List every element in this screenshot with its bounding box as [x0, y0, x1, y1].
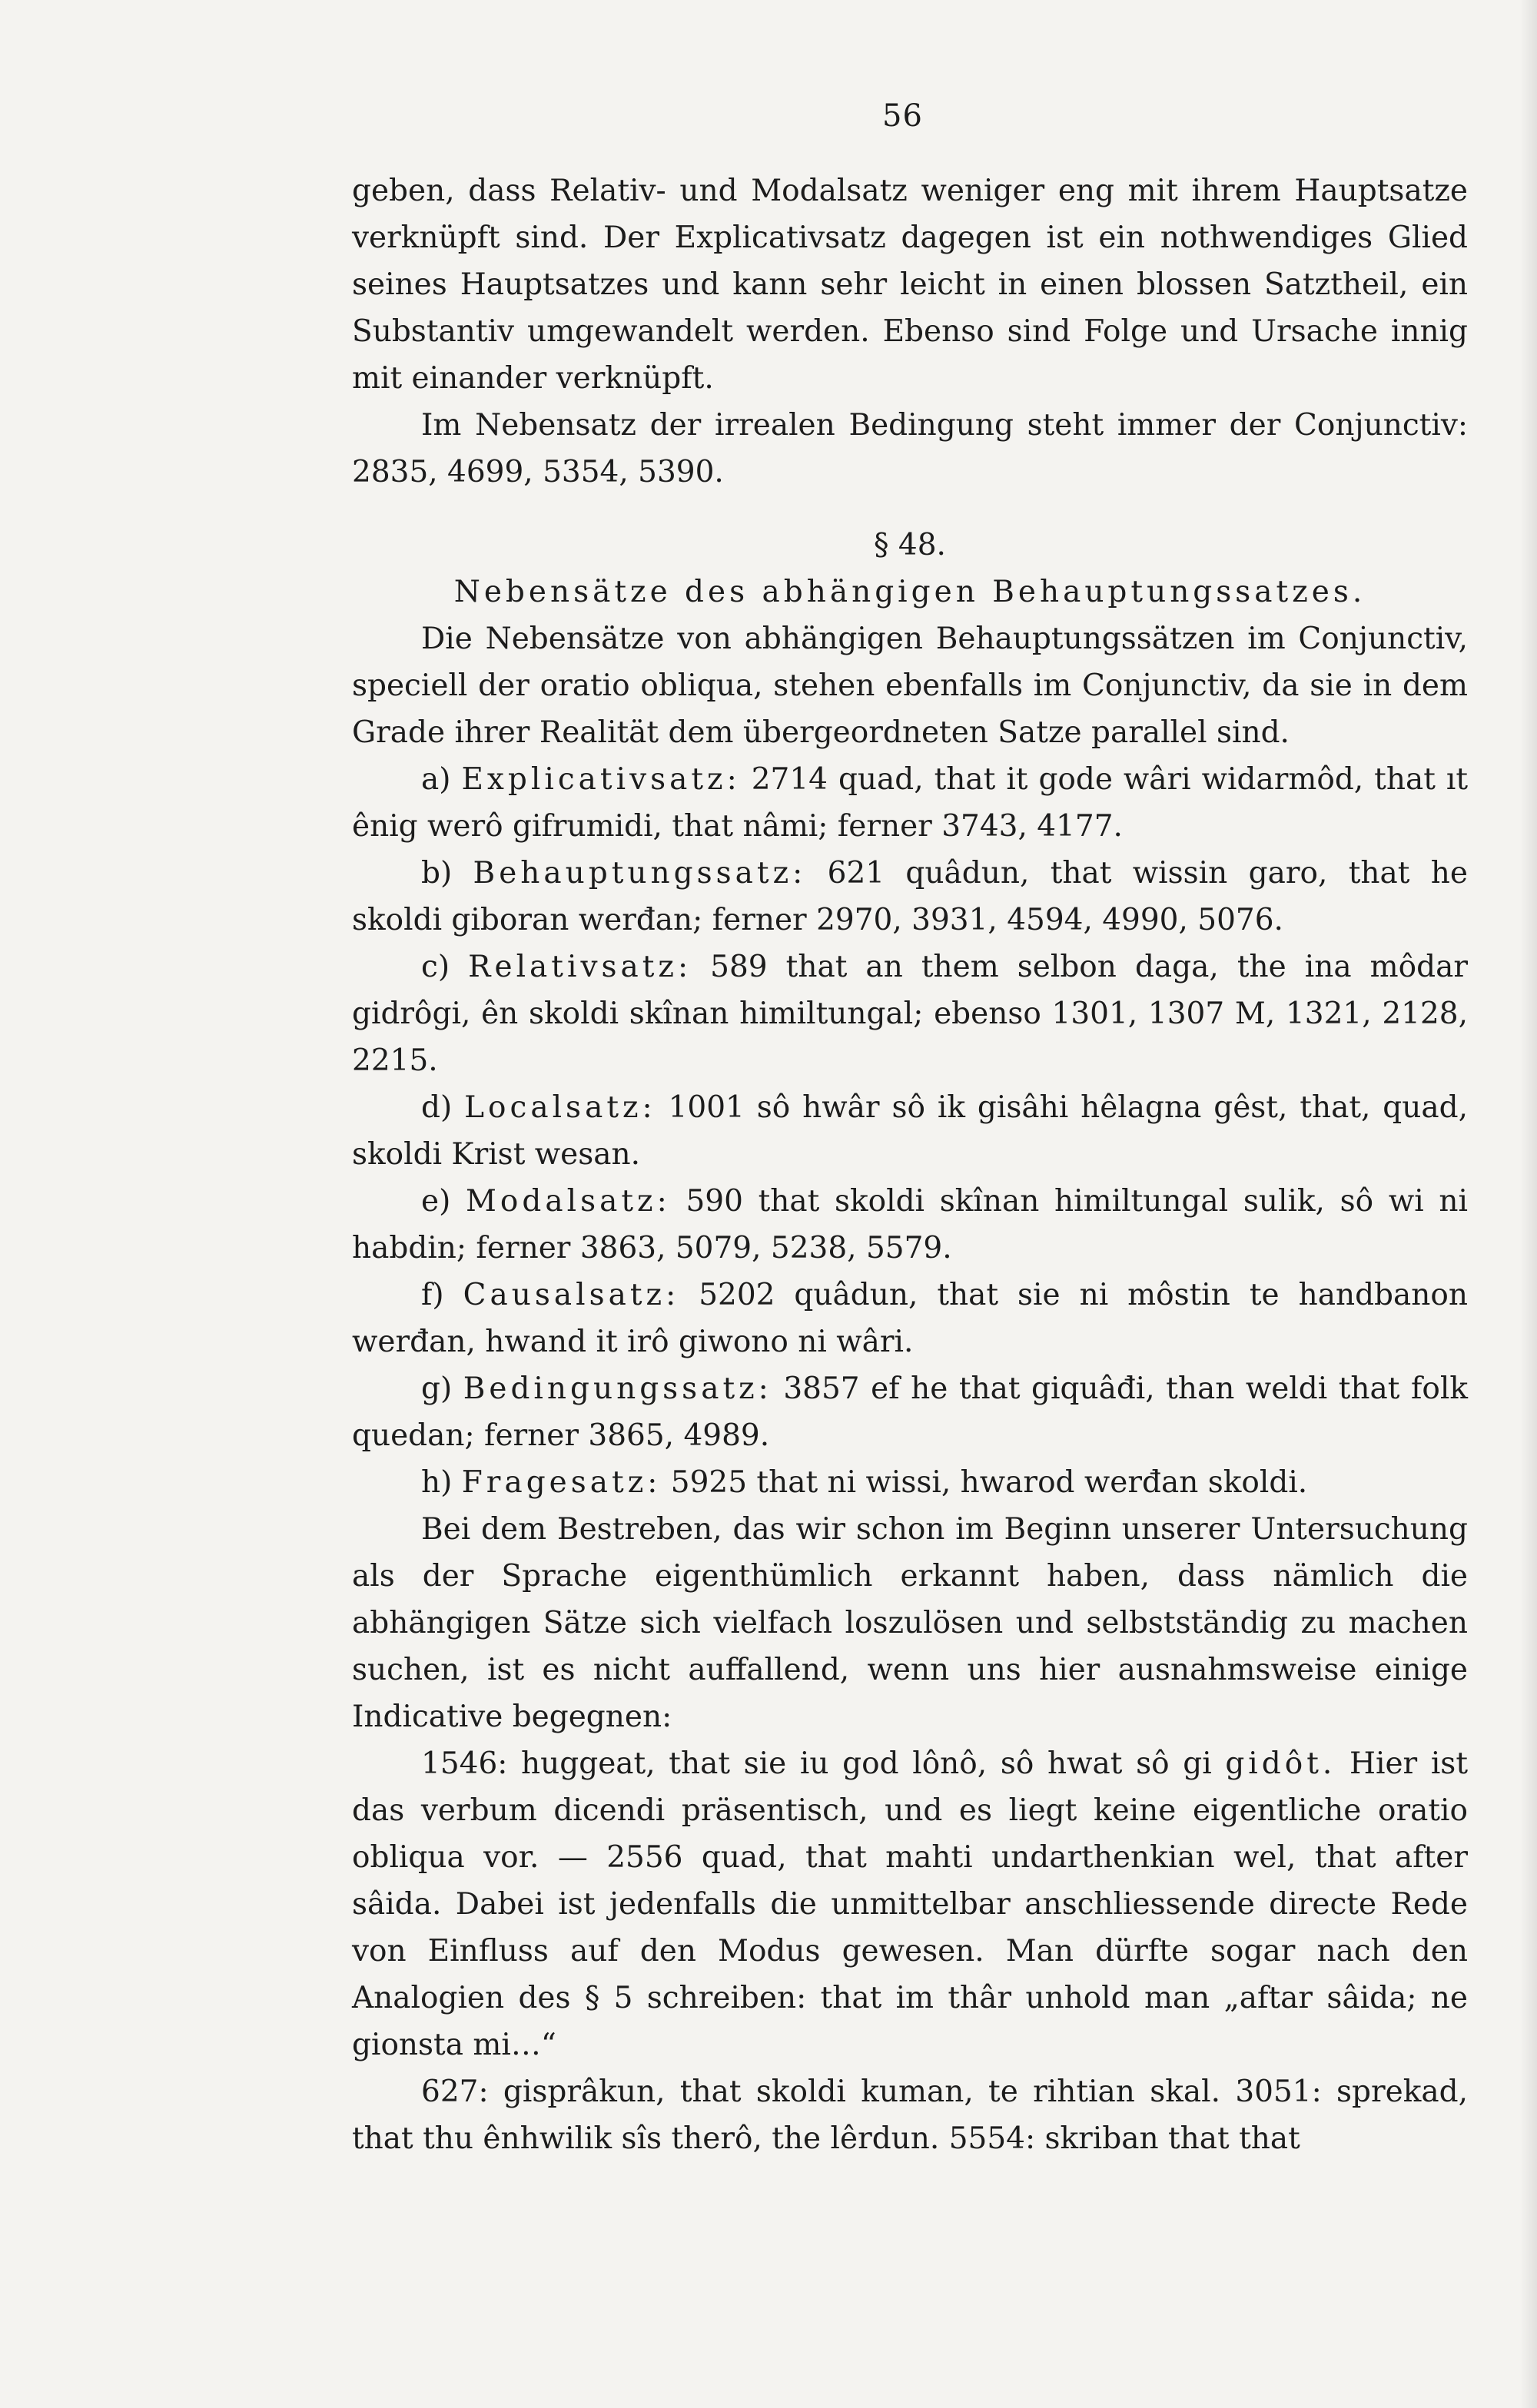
item-label: Explicativsatz: — [461, 762, 741, 797]
item-label: Causalsatz: — [463, 1278, 680, 1312]
item-label: Bedingungssatz: — [463, 1371, 772, 1406]
list-item-h — [352, 1459, 1468, 1506]
list-item-c — [352, 944, 1468, 1084]
list-item-f — [352, 1272, 1468, 1365]
paragraph-1: geben, dass Relativ- und Modalsatz weniger eng mit ihrem Hauptsatze verknüpft sind. Der Explicativsatz dagegen ist ein nothwendiges Glied seines Hauptsatzes und kann sehr leicht in einen blossen Satztheil, ein Substantiv umgewandelt werden. Ebenso sind Folge und Ursache innig mit einander verknüpft. — [352, 174, 1468, 396]
item-letter: f) — [421, 1278, 444, 1312]
text-column — [352, 167, 1468, 2162]
paragraph-3: Die Nebensätze von abhängigen Behauptungssätzen im Conjunctiv, speciell der oratio obliqua, stehen ebenfalls im Conjunctiv, da sie in dem Grade ihrer Realität dem übergeordneten Satze parallel sind. — [352, 622, 1468, 750]
paragraph-5-start: 1546: huggeat, that sie iu god lônô, sô hwat sô gi — [421, 1746, 1212, 1781]
paragraph-6: 627: gisprâkun, that skoldi kuman, te rihtian skal. 3051: sprekad, that thu ênhwilik sîs therô, the lêrdun. 5554: skriban that that — [352, 2075, 1468, 2156]
list-item-d — [352, 1084, 1468, 1178]
paragraph-4: Bei dem Bestreben, das wir schon im Beginn unserer Untersuchung als der Sprache eigenthümlich erkannt haben, dass nämlich die abhängigen Sätze sich vielfach loszulösen und selbstständig zu machen suchen, ist es nicht auffallend, wenn uns hier ausnahmsweise einige Indicative begegnen: — [352, 1512, 1468, 1734]
item-label: Behauptungssatz: — [473, 856, 807, 891]
item-letter: e) — [421, 1184, 451, 1219]
item-text: 589 that an them selbon daga, the ina môdar gidrôgi, ên skoldi skînan himiltungal; ebenso 1301, 1307 M, 1321, 2128, 2215. — [352, 950, 1468, 1078]
item-letter: b) — [421, 856, 453, 891]
page-edge-shadow — [1520, 0, 1537, 2408]
paragraph-2: Im Nebensatz der irrealen Bedingung steht immer der Conjunctiv: 2835, 4699, 5354, 5390. — [352, 408, 1468, 489]
item-letter: d) — [421, 1090, 453, 1125]
list-item-a — [352, 756, 1468, 850]
item-letter: h) — [421, 1465, 453, 1500]
item-letter: a) — [421, 762, 451, 797]
spaced-word: gidôt. — [1225, 1746, 1336, 1781]
item-label: Fragesatz: — [461, 1465, 662, 1500]
list-item-e — [352, 1178, 1468, 1272]
item-letter: g) — [421, 1371, 453, 1406]
item-text: 3857 ef he that giquâđi, than weldi that folk quedan; ferner 3865, 4989. — [352, 1371, 1468, 1453]
paragraph-5 — [352, 1740, 1468, 2068]
item-letter: c) — [421, 950, 450, 984]
item-text: 590 that skoldi skînan himiltungal sulik, sô wi ni habdin; ferner 3863, 5079, 5238, 5579. — [352, 1184, 1468, 1265]
list-item-g — [352, 1365, 1468, 1459]
item-text: 2714 quad, that it gode wâri widarmôd, that ıt ênig werô gifrumidi, that nâmi; ferner 3743, 4177. — [352, 762, 1468, 844]
item-label: Modalsatz: — [466, 1184, 671, 1219]
item-label: Localsatz: — [464, 1090, 656, 1125]
item-label: Relativsatz: — [468, 950, 692, 984]
item-text: 1001 sô hwâr sô ik gisâhi hêlagna gêst, that, quad, skoldi Krist wesan. — [352, 1090, 1469, 1172]
page-number: 56 — [882, 98, 923, 134]
item-text: 621 quâdun, that wissin garo, that he skoldi giboran werđan; ferner 2970, 3931, 4594, 4990, 5076. — [352, 856, 1468, 937]
section-title: Nebensätze des abhängigen Behauptungssatzes. — [453, 575, 1366, 609]
list-item-b — [352, 850, 1468, 944]
item-text: 5202 quâdun, that sie ni môstin te handbanon werđan, hwand it irô giwono ni wâri. — [352, 1278, 1468, 1359]
paragraph-5-end: Hier ist das verbum dicendi präsentisch, und es liegt keine eigentliche oratio obliqua vor. — 2556 quad, that mahti undarthenkian wel, that after sâida. Dabei ist jedenfalls die unmittelbar anschliessende directe Rede von Einfluss auf den Modus gewesen. Man dürfte sogar nach den Analogien des § 5 schreiben: that im thâr unhold man „aftar sâida; ne gionsta mi…“ — [352, 1746, 1468, 2062]
section-number: § 48. — [874, 528, 946, 562]
item-text: 5925 that ni wissi, hwarod werđan skoldi. — [670, 1465, 1308, 1500]
